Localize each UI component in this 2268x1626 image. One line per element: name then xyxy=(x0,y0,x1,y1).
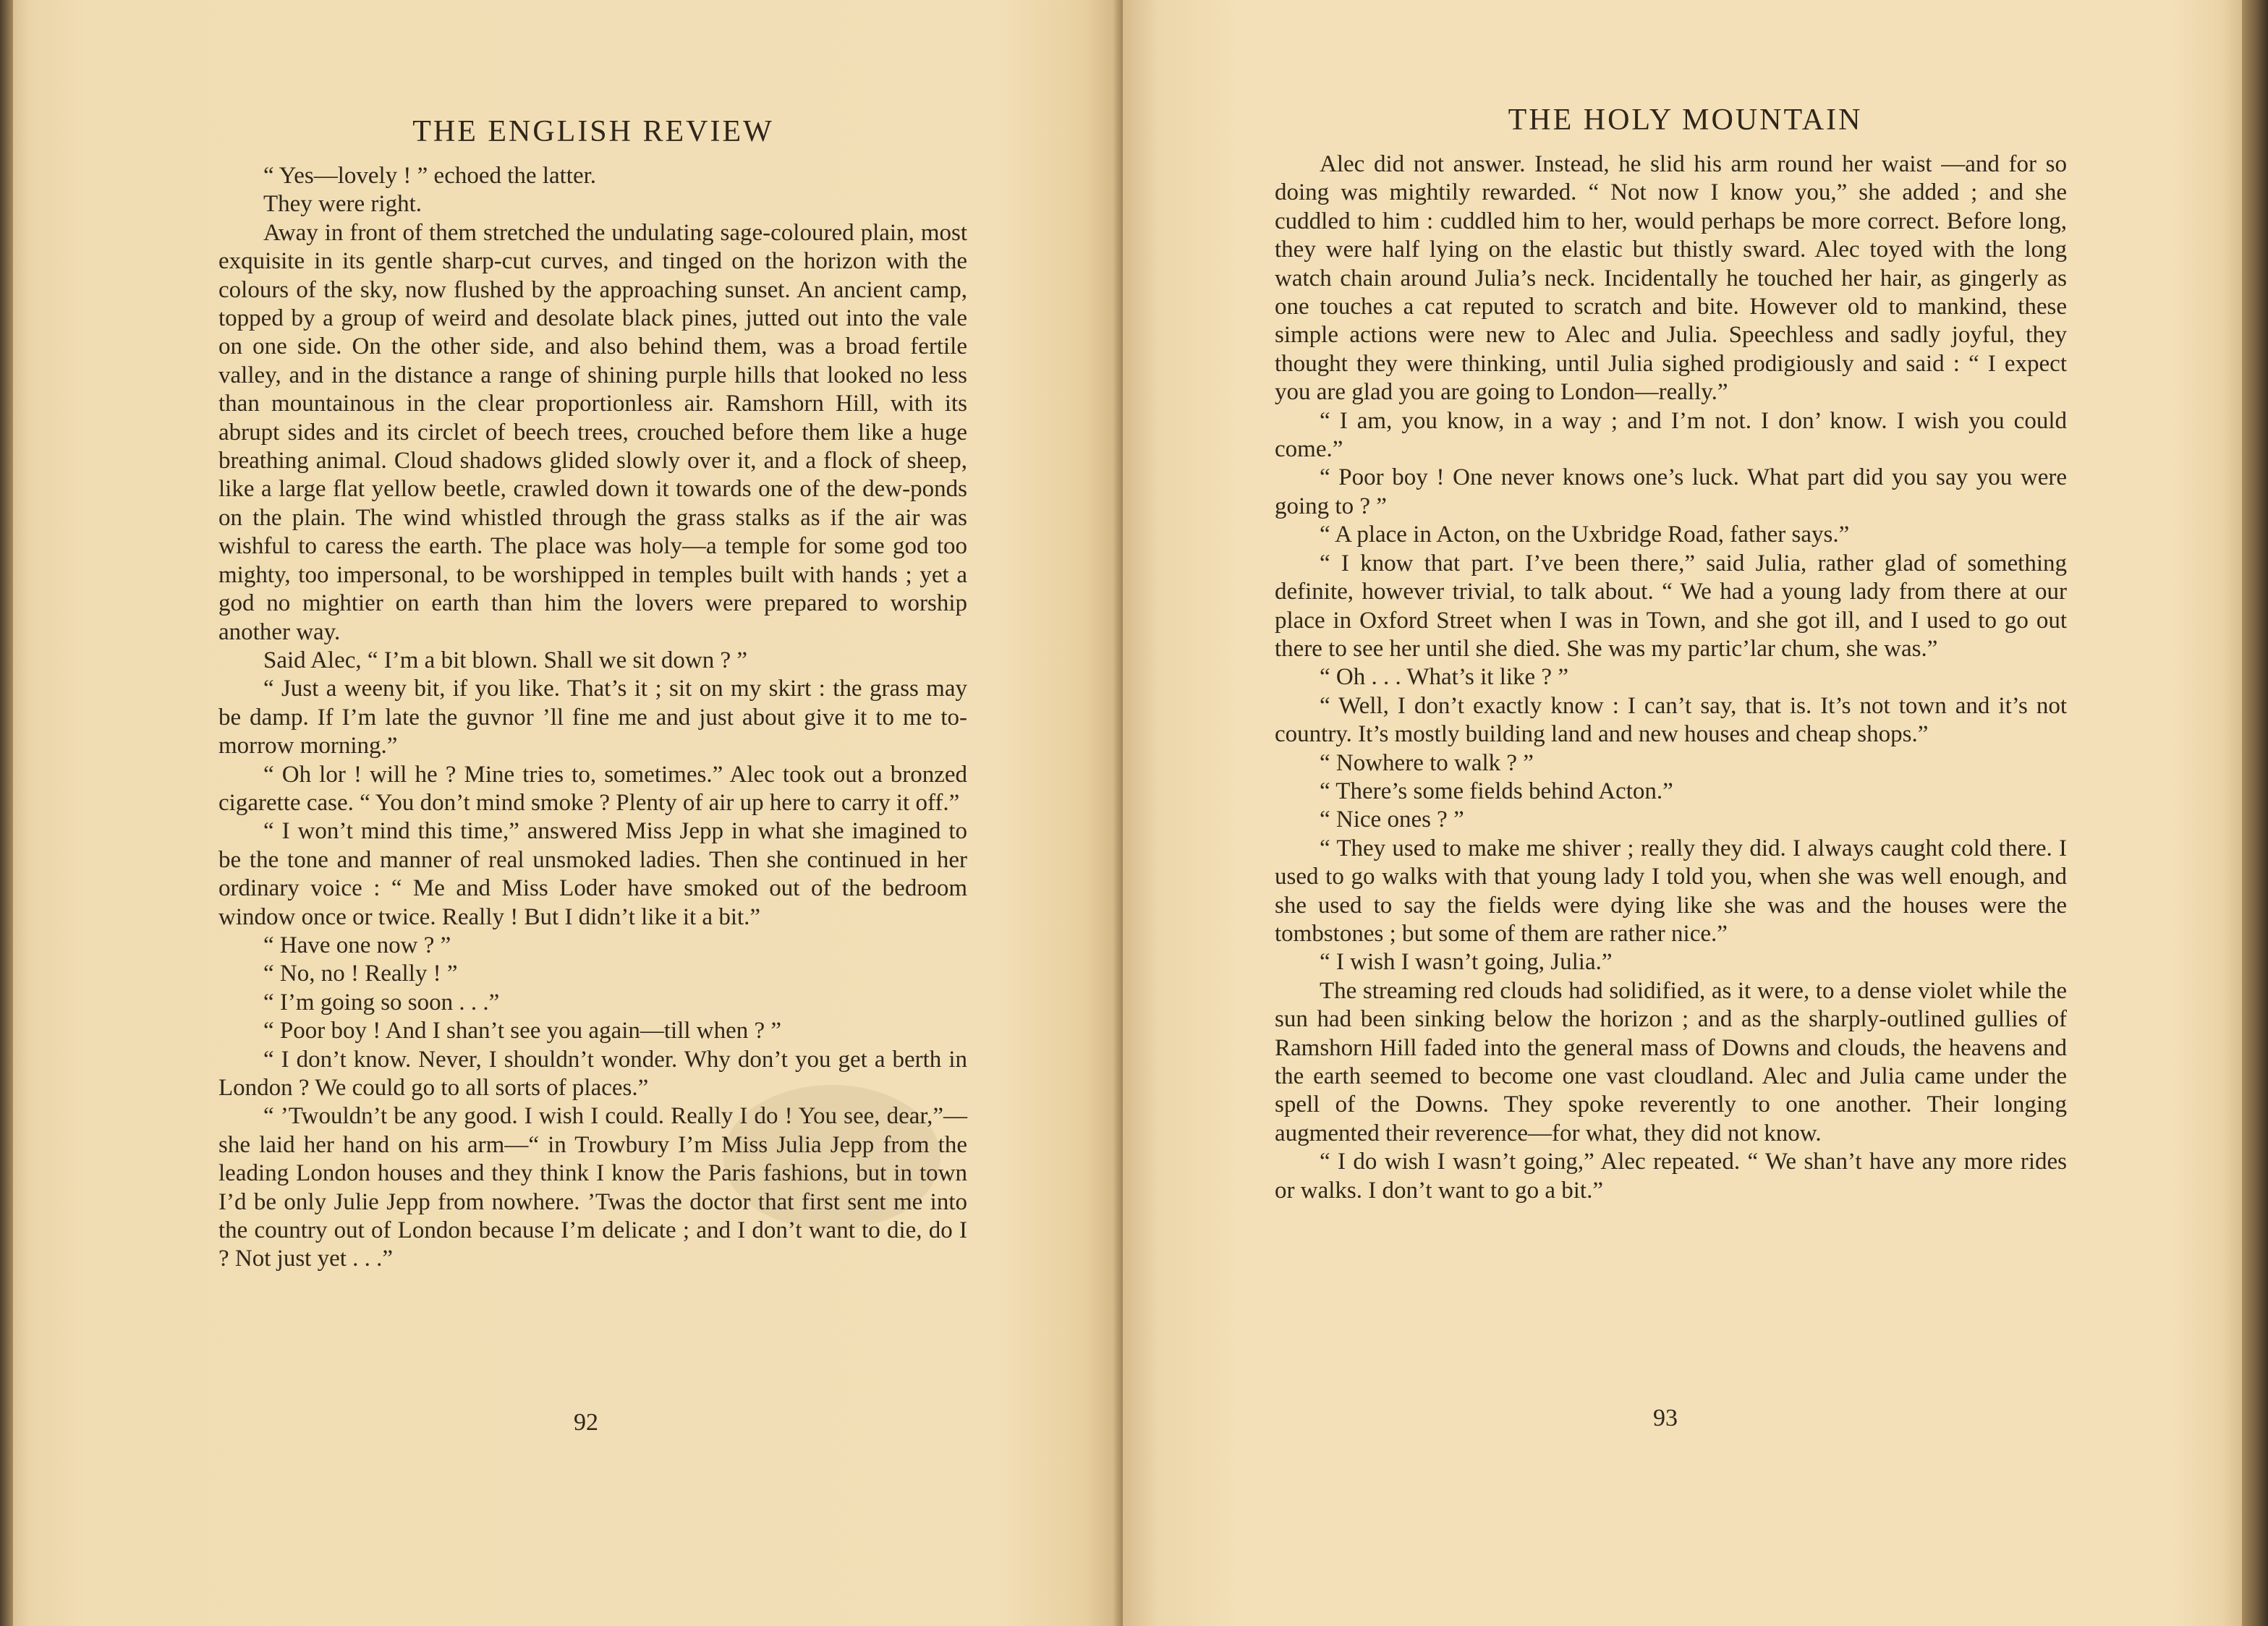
paragraph: Alec did not answer. Instead, he slid his arm round her waist —and for so doing was mightily rewarded. “ Not now I know you,” she added ; and she cuddled to him : cuddled him to her, would perhaps be more correct. Before long, they were half lying on the elastic but thistly sward. Alec toyed with the long watch chain around Julia’s neck. Incidentally he touched her hair, as gingerly as one touches a cat reputed to scratch and bite. However old to mankind, these simple actions were new to Alec and Julia. Speechless and sadly joyful, they thought they were thinking, until Julia sighed prodigiously and said : “ I expect you are glad you are going to London—really.” xyxy=(1275,151,2067,406)
paragraph: The streaming red clouds had solidified, as it were, to a dense violet while the sun had been sinking below the horizon ; and as the sharply-outlined gullies of Ramshorn Hill faded into the general mass of Downs and clouds, the heavens and the earth seemed to become one vast cloudland. Alec and Julia came under the spell of the Downs. They spoke reverently to one another. Their longing augmented their reverence—for what, they did not know. xyxy=(1275,977,2067,1146)
left-book-edge xyxy=(0,0,13,1626)
paragraph: “ A place in Acton, on the Uxbridge Road, father says.” xyxy=(1320,522,1850,548)
left-page-text xyxy=(218,162,967,1274)
paragraph: Away in front of them stretched the undulating sage-coloured plain, most exquisite in its gentle sharp-cut curves, and tinged on the horizon with the colours of the sky, now flushed by the approaching sunset. An ancient camp, topped by a group of weird and desolate black pines, jutted out into the vale on one side. On the other side, and also behind them, was a broad fertile valley, and in the distance a range of shining purple hills that looked no less than mountainous in the clear proportionless air. Ramshorn Hill, with its abrupt sides and its circlet of beech trees, crouched before them like a huge breathing animal. Cloud shadows glided slowly over it, and a flock of sheep, like a large flat yellow beetle, crawled down it towards one of the dew-ponds on the plain. The wind whistled through the grass stalks as if the air was wishful to caress the earth. The place was holy—a temple for some god too mighty, too impersonal, to be worshipped in temples built with hands ; yet a god no mightier on earth than him the lovers were prepared to worship another way. xyxy=(218,219,967,645)
paragraph: “ Yes—lovely ! ” echoed the latter. xyxy=(263,163,597,189)
paragraph: “ I am, you know, in a way ; and I’m not. I don’ know. I wish you could come.” xyxy=(1275,407,2067,463)
right-page xyxy=(1123,0,2268,1626)
right-book-edge xyxy=(2242,0,2268,1626)
page-number-right: 93 xyxy=(1653,1405,1678,1431)
paragraph: “ Poor boy ! One never knows one’s luck. What part did you say you were going to ? ” xyxy=(1275,464,2067,519)
left-page xyxy=(0,0,1123,1626)
paragraph: Said Alec, “ I’m a bit blown. Shall we sit down ? ” xyxy=(263,647,748,673)
paragraph: “ Have one now ? ” xyxy=(263,932,451,958)
paragraph: “ I know that part. I’ve been there,” said Julia, rather glad of something definite, however trivial, to talk about. “ We had a young lady from there at our place in Oxford Street when I was in Town, and she got ill, and I used to go out there to see her until she died. She was my partic’lar chum, she was.” xyxy=(1275,550,2067,662)
paragraph: “ No, no ! Really ! ” xyxy=(263,961,458,987)
paragraph: “ ’Twouldn’t be any good. I wish I could. Really I do ! You see, dear,”—she laid her hand on his arm—“ in Trowbury I’m Miss Julia Jepp from the leading London houses and they think I know the Paris fashions, but in town I’d be only Julie Jepp from nowhere. ’Twas the doctor that first sent me into the country out of London because I’m delicate ; and I don’t want to die, do I ? Not just yet . . .” xyxy=(218,1103,967,1272)
paragraph: “ Nowhere to walk ? ” xyxy=(1320,749,1534,776)
paragraph: “ I wish I wasn’t going, Julia.” xyxy=(1320,949,1613,976)
paragraph: “ I do wish I wasn’t going,” Alec repeated. “ We shan’t have any more rides or walks. I don’t want to go a bit.” xyxy=(1275,1149,2067,1204)
paragraph: “ Oh lor ! will he ? Mine tries to, sometimes.” Alec took out a bronzed cigarette case. “ You don’t mind smoke ? Plenty of air up here to carry it off.” xyxy=(218,761,967,816)
paragraph: “ Poor boy ! And I shan’t see you again—till when ? ” xyxy=(263,1018,782,1044)
running-head-right: THE HOLY MOUNTAIN xyxy=(1508,103,1863,137)
right-page-text xyxy=(1275,150,2067,1205)
running-head-left: THE ENGLISH REVIEW xyxy=(412,115,774,148)
page-number-left: 92 xyxy=(574,1409,598,1436)
paragraph: “ Well, I don’t exactly know : I can’t say, that is. It’s not town and it’s not country. It’s mostly building land and new houses and cheap shops.” xyxy=(1275,692,2067,748)
paragraph: “ They used to make me shiver ; really they did. I always caught cold there. I used to go walks with that young lady I told you, when she was well enough, and she used to say the fields were dying like she was and the houses were the tombstones ; but some of them are rather nice.” xyxy=(1275,835,2067,947)
paragraph: They were right. xyxy=(263,191,422,218)
paragraph: “ I won’t mind this time,” answered Miss Jepp in what she imagined to be the tone and manner of real unsmoked ladies. Then she continued in her ordinary voice : “ Me and Miss Loder have smoked out of the bedroom window once or twice. Really ! But I didn’t like it a bit.” xyxy=(218,818,967,930)
paragraph: “ Oh . . . What’s it like ? ” xyxy=(1320,664,1568,691)
paragraph: “ Nice ones ? ” xyxy=(1320,806,1464,833)
paragraph: “ I don’t know. Never, I shouldn’t wonder. Why don’t you get a berth in London ? We could go to all sorts of places.” xyxy=(218,1046,967,1101)
paragraph: “ I’m going so soon . . .” xyxy=(263,989,500,1016)
paragraph: “ Just a weeny bit, if you like. That’s it ; sit on my skirt : the grass may be damp. If I’m late the guvnor ’ll fine me and just about give it to me to-morrow morning.” xyxy=(218,676,967,759)
paragraph: “ There’s some fields behind Acton.” xyxy=(1320,778,1673,804)
